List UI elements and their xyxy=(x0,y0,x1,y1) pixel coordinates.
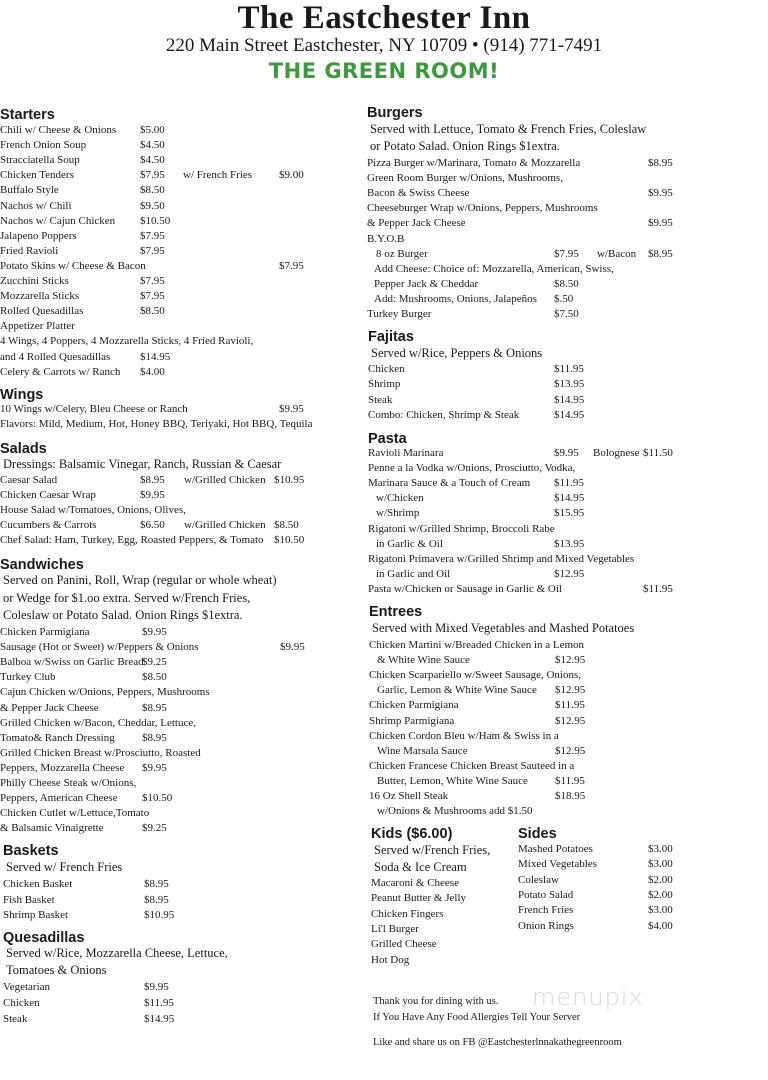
item-name: Shrimp Parmigiana xyxy=(369,714,455,727)
item-price: $9.50 xyxy=(140,199,165,212)
item-price: $8.95 xyxy=(144,893,169,906)
item-name: Peppers, Mozzarella Cheese xyxy=(0,761,125,774)
item-price: $9.25 xyxy=(142,656,167,669)
item-name: Steak xyxy=(368,393,393,406)
item-name: Stracciatella Soup xyxy=(0,154,80,167)
item-name: in Garlic and Oil xyxy=(376,567,451,580)
watermark: menupix xyxy=(532,983,644,1011)
item-name: Flavors: Mild, Medium, Hot, Honey BBQ, Teriyaki, Hot BBQ, Tequila xyxy=(0,418,313,430)
item-name: 4 Wings, 4 Poppers, 4 Mozzarella Sticks, 4 Fried Ravioli, xyxy=(0,335,254,348)
item-option-price: $9.00 xyxy=(279,169,304,182)
item-name: w/Chicken xyxy=(376,492,424,505)
item-name: Turkey Club xyxy=(0,671,56,684)
item-name: Shrimp Basket xyxy=(3,909,69,921)
section-title: Fajitas xyxy=(368,329,414,345)
item-price: $4.00 xyxy=(140,365,165,378)
item-price: $11.95 xyxy=(555,699,585,712)
item-price: $9.95 xyxy=(142,761,167,774)
item-name: Butter, Lemon, White Wine Sauce xyxy=(377,774,528,787)
item-name: Philly Cheese Steak w/Onions, xyxy=(0,777,137,789)
item-option-price: $9.95 xyxy=(648,187,673,200)
item-name: Peanut Butter & Jelly xyxy=(371,892,467,905)
item-name: Penne a la Vodka w/Onions, Prosciutto, Vodka, xyxy=(368,462,576,475)
item-price: $8.95 xyxy=(144,878,169,890)
item-name: Coleslaw xyxy=(518,873,559,886)
item-name: Mixed Vegetables xyxy=(518,858,597,871)
item-name: Zucchini Sticks xyxy=(0,275,69,287)
item-price: $11.95 xyxy=(144,996,174,1009)
item-name: w/Shrimp xyxy=(376,507,420,520)
item-price: $11.95 xyxy=(554,363,584,375)
item-name: Chicken Tenders xyxy=(0,169,74,182)
item-price: $7.95 xyxy=(140,290,165,303)
item-price: $3.00 xyxy=(648,904,673,917)
item-price: $2.00 xyxy=(648,873,673,886)
item-price: $8.50 xyxy=(554,277,579,290)
restaurant-name: The Eastchester Inn xyxy=(237,0,531,36)
section-description: Served w/Rice, Peppers & Onions xyxy=(371,346,543,360)
item-name: Li'l Burger xyxy=(371,922,419,935)
item-price: $10.50 xyxy=(140,214,171,227)
item-name: Chicken Cordon Bleu w/Ham & Swiss in a xyxy=(369,729,559,742)
item-price: $4.50 xyxy=(140,154,165,167)
item-price: $3.00 xyxy=(648,843,673,855)
item-name: & Balsamic Vinaigrette xyxy=(0,822,104,835)
section-description: Served with Lettuce, Tomato & French Fries, Coleslaw xyxy=(370,122,647,136)
item-name: Balboa w/Swiss on Garlic Bread xyxy=(0,656,144,669)
item-name: Chicken Martini w/Breaded Chicken in a Lemon xyxy=(369,639,585,651)
section-title: Burgers xyxy=(367,105,423,121)
item-price: $7.95 xyxy=(554,247,579,260)
item-price: $11.95 xyxy=(555,774,585,787)
item-name: & White Wine Sauce xyxy=(377,654,470,667)
item-price: $4.50 xyxy=(140,139,165,152)
item-option-price: $10.95 xyxy=(274,474,305,486)
item-price: $12.95 xyxy=(555,684,586,697)
item-name: Add: Mushrooms, Onions, Jalapeños xyxy=(374,292,537,305)
item-name: Chicken Parmigiana xyxy=(369,699,459,712)
item-name: Celery & Carrots w/ Ranch xyxy=(0,365,121,378)
item-name: Cajun Chicken w/Onions, Peppers, Mushrooms xyxy=(0,686,210,699)
section-title: Sides xyxy=(518,826,557,842)
section-description: Dressings: Balsamic Vinegar, Ranch, Russian & Caesar xyxy=(3,457,282,471)
item-price: $7.95 xyxy=(140,229,165,242)
item-price: $7.95 xyxy=(140,275,165,287)
item-name: French Onion Soup xyxy=(0,139,87,152)
item-name: Rigatoni w/Grilled Shrimp, Broccoli Rabe xyxy=(368,522,555,535)
item-price: $12.95 xyxy=(554,567,585,580)
item-name: Bacon & Swiss Cheese xyxy=(367,187,470,200)
item-price: $7.95 xyxy=(140,244,165,257)
item-name: Chicken Scarpariello w/Sweet Sausage, Onions, xyxy=(369,669,582,682)
item-name: Chicken Caesar Wrap xyxy=(0,489,96,501)
item-price: $8.95 xyxy=(142,701,167,714)
item-price: $6.50 xyxy=(140,519,165,531)
item-name: Combo: Chicken, Shrimp & Steak xyxy=(368,408,520,421)
item-name: Fried Ravioli xyxy=(0,244,59,257)
item-price: $15.95 xyxy=(554,507,585,520)
item-name: Chicken Parmigiana xyxy=(0,626,90,638)
item-name: Pasta w/Chicken or Sausage in Garlic & Oil xyxy=(368,582,562,595)
item-name: Rigatoni Primavera w/Grilled Shrimp and Mixed Vegetables xyxy=(368,552,635,565)
item-name: Garlic, Lemon & White Wine Sauce xyxy=(377,684,537,697)
item-price: $18.95 xyxy=(555,790,586,802)
item-name: Fish Basket xyxy=(3,893,55,906)
item-option-price: $11.50 xyxy=(643,447,673,459)
item-name: Peppers, American Cheese xyxy=(0,792,118,805)
item-name: Wine Marsala Sauce xyxy=(377,744,468,757)
item-name: Pepper Jack & Cheddar xyxy=(374,277,479,290)
item-name: Chicken xyxy=(368,363,405,375)
item-price: $10.95 xyxy=(144,909,175,921)
item-price: $8.95 xyxy=(142,731,167,744)
item-name: 10 Wings w/Celery, Bleu Cheese or Ranch xyxy=(0,403,188,415)
item-price: $12.95 xyxy=(555,654,586,667)
item-name: Potato Salad xyxy=(518,888,574,901)
item-option-price: $8.95 xyxy=(648,157,673,169)
item-name: B.Y.O.B xyxy=(367,232,405,245)
item-price: $9.25 xyxy=(142,822,167,835)
item-price: $7.50 xyxy=(554,308,579,320)
item-price: $2.00 xyxy=(648,888,673,901)
item-price: $14.95 xyxy=(554,492,585,505)
item-option-price: $9.95 xyxy=(279,403,304,415)
item-price: $14.95 xyxy=(554,393,585,406)
item-price: $4.00 xyxy=(648,919,673,932)
room-name: THE GREEN ROOM! xyxy=(268,59,500,83)
item-name: Onion Rings xyxy=(518,919,574,932)
item-name: Sausage (Hot or Sweet) w/Peppers & Onions xyxy=(0,641,199,654)
item-name: Ravioli Marinara xyxy=(368,447,444,459)
item-name: Tomato& Ranch Dressing xyxy=(0,731,115,744)
item-price: $8.50 xyxy=(140,305,165,318)
item-price: $8.50 xyxy=(140,184,165,197)
item-price: $12.95 xyxy=(555,744,586,757)
item-name: Buffalo Style xyxy=(0,184,59,197)
item-name: and 4 Rolled Quesadillas xyxy=(0,350,111,363)
section-description: Soda & Ice Cream xyxy=(374,860,467,874)
item-name: Chicken xyxy=(3,996,40,1009)
item-price: $13.95 xyxy=(554,537,585,550)
section-title: Starters xyxy=(0,107,55,123)
item-price: $8.95 xyxy=(140,474,165,486)
item-option-price: $8.95 xyxy=(648,247,673,260)
item-name: Pizza Burger w/Marinara, Tomato & Mozzarella xyxy=(367,157,581,169)
item-name: Grilled Cheese xyxy=(371,938,437,951)
section-description: Coleslaw or Potato Salad. Onion Rings $1extra. xyxy=(3,608,243,622)
section-description: or Wedge for $1.oo extra. Served w/French Fries, xyxy=(3,590,251,605)
item-name: House Salad w/Tomatoes, Onions, Olives, xyxy=(0,504,186,516)
item-price: $11.95 xyxy=(554,477,584,490)
item-name: Cucumbers & Carrots xyxy=(0,519,97,531)
item-name: Cheeseburger Wrap w/Onions, Peppers, Mushrooms xyxy=(367,202,598,215)
item-name: Vegetarian xyxy=(3,981,51,993)
item-name: Chef Salad: Ham, Turkey, Egg, Roasted Peppers, & Tomato xyxy=(0,534,264,546)
section-title: Sandwiches xyxy=(0,557,84,573)
item-name: Rolled Quesadillas xyxy=(0,305,84,318)
item-option-price: $8.50 xyxy=(274,519,299,531)
item-name: Green Room Burger w/Onions, Mushrooms, xyxy=(367,172,563,185)
item-price: $3.00 xyxy=(648,858,673,871)
item-price: $10.50 xyxy=(142,792,173,805)
footer-social: Like and share us on FB @Eastchesterlnnakathegreenroom xyxy=(373,1037,622,1048)
section-description: Served with Mixed Vegetables and Mashed Potatoes xyxy=(372,621,635,635)
item-name: Chicken Francese Chicken Breast Sauteed in a xyxy=(369,759,575,772)
item-option: Bolognese xyxy=(593,447,640,459)
item-option: w/ French Fries xyxy=(183,169,253,182)
item-name: 8 oz Burger xyxy=(376,247,428,260)
item-name: Steak xyxy=(3,1012,28,1025)
item-name: & Pepper Jack Cheese xyxy=(0,701,99,714)
footer-thanks: Thank you for dining with us. xyxy=(373,996,499,1007)
item-option-price: $9.95 xyxy=(648,217,673,230)
item-name: Chicken Cutlet w/Lettuce,Tomato xyxy=(0,807,150,820)
item-name: Marinara Sauce & a Touch of Cream xyxy=(368,477,531,490)
item-option: w/Grilled Chicken xyxy=(184,474,266,486)
item-price: $9.95 xyxy=(144,981,169,993)
item-price: $7.95 xyxy=(140,169,165,182)
section-description: or Potato Salad. Onion Rings $1extra. xyxy=(370,139,560,153)
item-name: in Garlic & Oil xyxy=(376,537,443,550)
footer-allergy: If You Have Any Food Allergies Tell Your Server xyxy=(373,1012,581,1023)
item-price: $8.50 xyxy=(142,671,167,684)
item-name: Nachos w/ Chili xyxy=(0,199,72,212)
item-name: Macaroni & Cheese xyxy=(371,877,459,889)
item-name: Chicken Basket xyxy=(3,878,73,890)
section-title: Wings xyxy=(0,387,44,403)
item-name: Grilled Chicken Breast w/Prosciutto, Roasted xyxy=(0,746,201,759)
item-price: $5.00 xyxy=(140,124,165,136)
section-description: Tomatoes & Onions xyxy=(6,963,107,977)
section-title: Pasta xyxy=(368,431,407,447)
item-name: Hot Dog xyxy=(371,953,410,966)
item-price: $13.95 xyxy=(554,378,585,391)
item-price: $14.95 xyxy=(140,350,171,363)
item-price: $14.95 xyxy=(144,1012,175,1025)
item-name: Turkey Burger xyxy=(367,308,432,320)
item-name: Add Cheese: Choice of: Mozzarella, American, Swiss, xyxy=(374,262,614,275)
item-name: Chili w/ Cheese & Onions xyxy=(0,124,117,136)
item-option-price: $7.95 xyxy=(279,259,304,272)
item-name: Mozzarella Sticks xyxy=(0,290,80,303)
item-name: 16 Oz Shell Steak xyxy=(369,790,449,802)
section-title: Salads xyxy=(0,441,47,457)
item-option-price: $11.95 xyxy=(643,582,673,595)
item-name: Grilled Chicken w/Bacon, Cheddar, Lettuce, xyxy=(0,716,196,729)
item-name: Potato Skins w/ Cheese & Bacon xyxy=(0,259,146,272)
item-price: $12.95 xyxy=(555,714,586,727)
item-name: Caesar Salad xyxy=(0,474,58,486)
section-title: Entrees xyxy=(369,604,423,620)
item-price: $9.95 xyxy=(142,626,167,638)
section-title: Kids ($6.00) xyxy=(371,826,453,842)
item-option-price: $9.95 xyxy=(280,641,305,654)
item-price: $9.95 xyxy=(554,447,579,459)
section-title: Quesadillas xyxy=(3,930,85,946)
item-name: Mashed Potatoes xyxy=(518,843,593,855)
item-name: Appetizer Platter xyxy=(0,320,75,333)
item-option: w/Grilled Chicken xyxy=(184,519,266,531)
section-description: Served w/French Fries, xyxy=(374,843,491,857)
item-name: Shrimp xyxy=(368,378,401,391)
section-description: Served w/ French Fries xyxy=(6,860,123,874)
address-phone: 220 Main Street Eastchester, NY 10709 • (914) 771-7491 xyxy=(165,35,603,56)
item-price: $9.95 xyxy=(140,489,165,501)
item-name: & Pepper Jack Cheese xyxy=(367,217,466,230)
item-name: w/Onions & Mushrooms add $1.50 xyxy=(377,805,533,818)
section-title: Baskets xyxy=(3,843,59,859)
item-name: French Fries xyxy=(518,904,574,917)
section-description: Served w/Rice, Mozzarella Cheese, Lettuce, xyxy=(6,946,228,960)
item-name: Chicken Fingers xyxy=(371,907,444,920)
section-description: Served on Panini, Roll, Wrap (regular or whole wheat) xyxy=(3,573,277,587)
item-name: Nachos w/ Cajun Chicken xyxy=(0,214,116,227)
item-price: $14.95 xyxy=(554,408,585,421)
item-option: w/Bacon xyxy=(597,247,637,260)
item-name: Jalapeno Poppers xyxy=(0,229,77,242)
item-option-price: $10.50 xyxy=(274,534,305,546)
item-price: $.50 xyxy=(554,292,574,305)
